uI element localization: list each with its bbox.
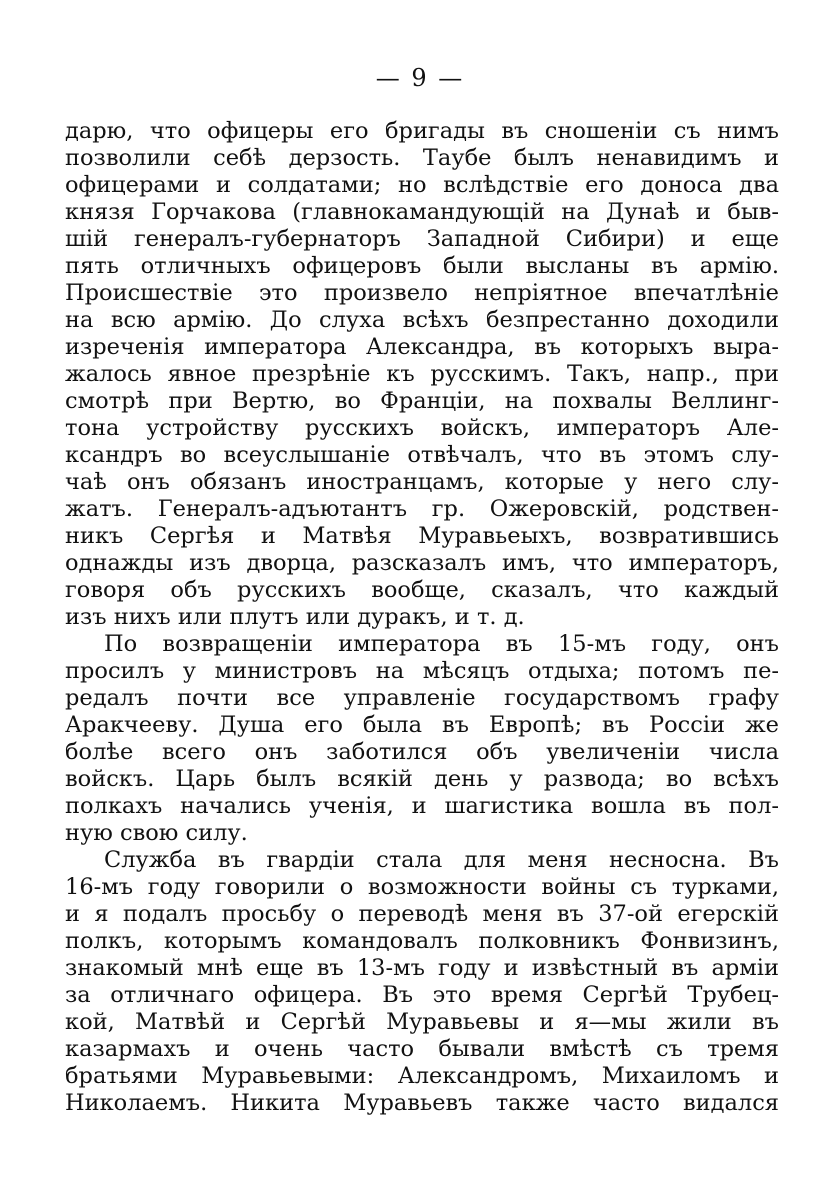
text-line: позволили себѣ дерзость. Таубе былъ ненавидимъ и bbox=[65, 145, 779, 171]
text-line: тона устройству русскихъ войскъ, императоръ Але- bbox=[65, 415, 779, 441]
text-line: дарю, что офицеры его бригады въ сношенiи съ нимъ bbox=[65, 118, 779, 144]
text-line: кой, Матвѣй и Сергѣй Муравьевы и я—мы жили въ bbox=[65, 1009, 779, 1035]
text-line: 16-мъ году говорили о возможности войны съ турками, bbox=[65, 874, 779, 900]
text-line: говоря объ русскихъ вообще, сказалъ, что каждый bbox=[65, 577, 779, 603]
text-line: шiй генералъ-губернаторъ Западной Сибири) и еще bbox=[65, 226, 779, 252]
text-line: просилъ у министровъ на мѣсяцъ отдыха; потомъ пе- bbox=[65, 658, 779, 684]
text-line: Происшествiе это произвело непрiятное впечатлѣнiе bbox=[65, 280, 779, 306]
page-number: — 9 — bbox=[375, 64, 465, 92]
text-line: изъ нихъ или плутъ или дуракъ, и т. д. bbox=[65, 604, 525, 630]
text-line: офицерами и солдатами; но вслѣдствiе его доноса два bbox=[65, 172, 779, 198]
text-line: Служба въ гвардiи стала для меня несносна. Въ bbox=[104, 847, 779, 873]
text-line: болѣе всего онъ заботился объ увеличенiи числа bbox=[65, 739, 779, 765]
text-line: на всю армiю. До слуха всѣхъ безпрестанно доходили bbox=[65, 307, 779, 333]
text-line: знакомый мнѣ еще въ 13-мъ году и извѣстный въ армiи bbox=[65, 955, 779, 981]
text-line: По возвращенiи императора въ 15-мъ году, онъ bbox=[104, 631, 779, 657]
text-line: войскъ. Царь былъ всякiй день у развода; во всѣхъ bbox=[65, 766, 779, 792]
text-line: Аракчееву. Душа его была въ Европѣ; въ Россiи же bbox=[65, 712, 779, 738]
text-line: изреченiя императора Александра, въ которыхъ выра- bbox=[65, 334, 779, 360]
text-line: за отличнаго офицера. Въ это время Сергѣй Трубец- bbox=[65, 982, 779, 1008]
text-line: никъ Сергѣя и Матвѣя Муравьеыхъ, возвратившись bbox=[65, 523, 779, 549]
text-line: братьями Муравьевыми: Александромъ, Михаиломъ и bbox=[65, 1063, 779, 1089]
text-line: полкахъ начались ученiя, и шагистика вошла въ пол- bbox=[65, 793, 779, 819]
text-line: Николаемъ. Никита Муравьевъ также часто видался bbox=[65, 1090, 779, 1116]
text-line: князя Горчакова (главнокамандующiй на Дунаѣ и быв- bbox=[65, 199, 779, 225]
text-line: редалъ почти все управленiе государствомъ графу bbox=[65, 685, 779, 711]
body-text bbox=[65, 118, 779, 1117]
text-line: однажды изъ дворца, разсказалъ имъ, что императоръ, bbox=[65, 550, 779, 576]
text-line: жатъ. Генералъ-адъютантъ гр. Ожеровскiй, родствен- bbox=[65, 496, 779, 522]
text-line: и я подалъ просьбу о переводѣ меня въ 37-ой егерскiй bbox=[65, 901, 779, 927]
text-line: пять отличныхъ офицеровъ были высланы въ армiю. bbox=[65, 253, 779, 279]
text-line: ксандръ во всеуслышанiе отвѣчалъ, что въ этомъ слу- bbox=[65, 442, 779, 468]
text-line: смотрѣ при Вертю, во Францiи, на похвалы Веллинг- bbox=[65, 388, 779, 414]
text-line: чаѣ онъ обязанъ иностранцамъ, которые у него слу- bbox=[65, 469, 779, 495]
text-line: полкъ, которымъ командовалъ полковникъ Фонвизинъ, bbox=[65, 928, 779, 954]
text-line: жалось явное презрѣнiе къ русскимъ. Такъ, напр., при bbox=[65, 361, 779, 387]
text-line: ную свою силу. bbox=[65, 820, 248, 846]
text-line: казармахъ и очень часто бывали вмѣстѣ съ тремя bbox=[65, 1036, 779, 1062]
